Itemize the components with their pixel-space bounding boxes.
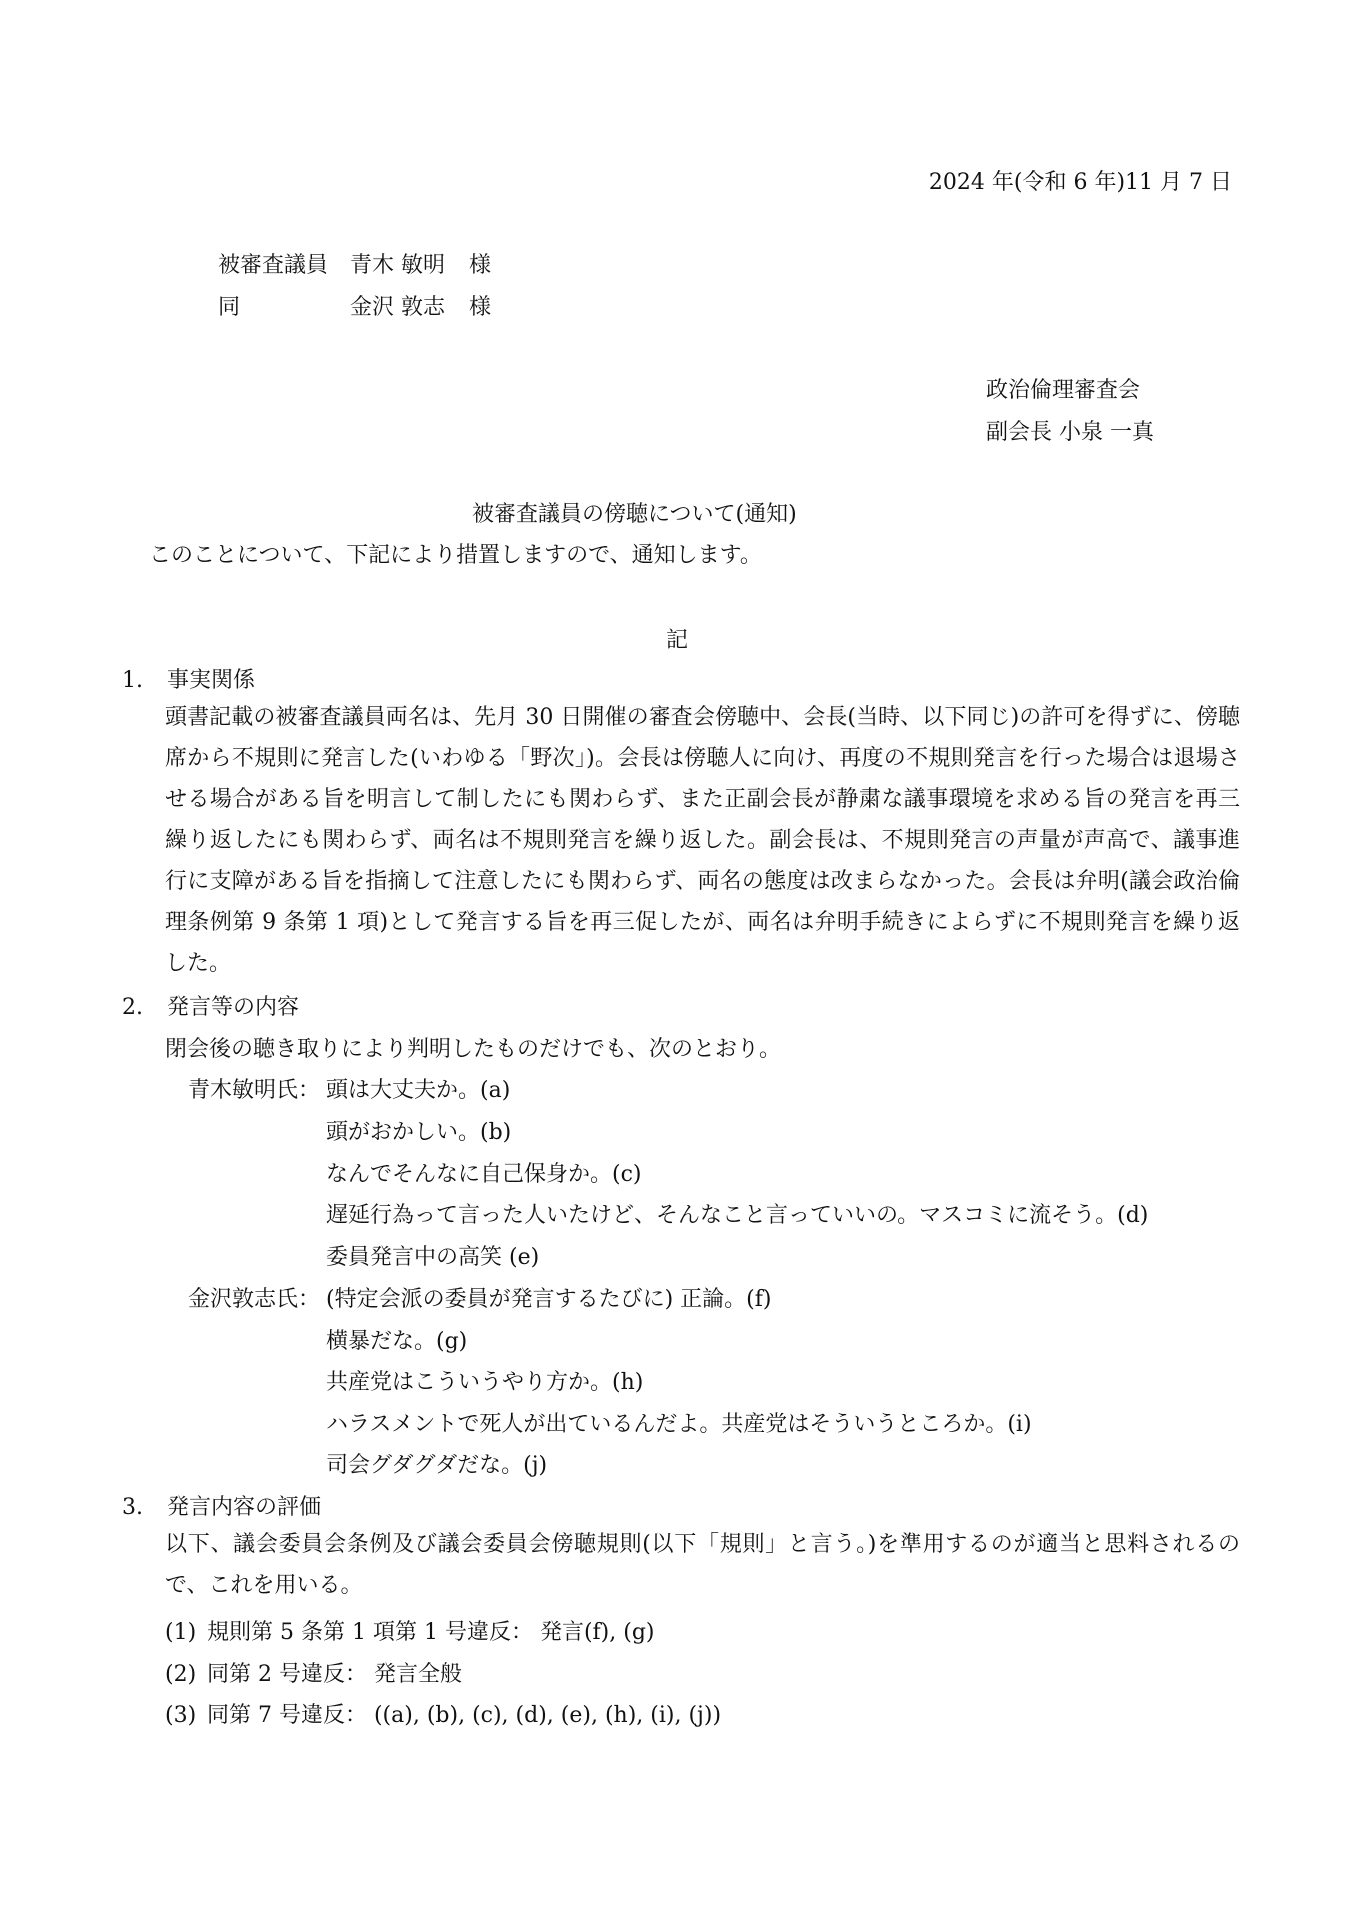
evaluation-2-text: 同第 2 号違反： 発言全般 (207, 1662, 462, 1687)
section-2-body: 閉会後の聴き取りにより判明したものだけでも、次のとおり。 (165, 1037, 782, 1062)
addressee-name-2: 金沢 敦志 (350, 295, 445, 320)
evaluation-3 (165, 1701, 721, 1731)
section-2-title: 発言等の内容 (167, 995, 300, 1020)
remark-f: (特定会派の委員が発言するたびに) 正論。(f) (326, 1287, 772, 1312)
remark-h: 共産党はこういうやり方か。(h) (326, 1370, 644, 1395)
remark-e: 委員発言中の高笑 (e) (326, 1245, 540, 1270)
remark-a: 頭は大丈夫か。(a) (326, 1078, 511, 1103)
remark-c: なんでそんなに自己保身か。(c) (326, 1162, 642, 1187)
section-3-number: 3. (122, 1495, 143, 1520)
addressee-role-1: 被審査議員 (218, 253, 329, 278)
section-2-number: 2. (122, 995, 143, 1020)
section-1-title: 事実関係 (167, 668, 256, 693)
ki-marker: 記 (666, 628, 689, 653)
section-3-heading (122, 1493, 321, 1523)
remark-b: 頭がおかしい。(b) (326, 1120, 512, 1145)
speaker-label-aoki: 青木敏明氏： (188, 1078, 321, 1103)
evaluation-3-text: 同第 7 号違反： ((a), (b), (c), (d), (e), (h), (i), (j)) (207, 1703, 722, 1728)
remark-i: ハラスメントで死人が出ているんだよ。共産党はそういうところか。(i) (326, 1412, 1032, 1437)
intro-text: このことについて、下記により措置しますので、通知します。 (149, 543, 762, 568)
evaluation-1 (165, 1618, 655, 1648)
addressee-name-1: 青木 敏明 (350, 253, 445, 278)
section-1-number: 1. (122, 668, 143, 693)
speaker-label-kanazawa: 金沢敦志氏： (188, 1287, 321, 1312)
sender-org: 政治倫理審査会 (986, 378, 1141, 403)
evaluation-1-text: 規則第 5 条第 1 項第 1 号違反： 発言(f), (g) (207, 1620, 655, 1645)
sender-person: 副会長 小泉 一真 (986, 420, 1154, 445)
evaluation-2 (165, 1660, 462, 1690)
remark-g: 横暴だな。(g) (326, 1329, 468, 1354)
addressee-honorific-2: 様 (469, 295, 492, 320)
evaluation-1-number: (1) (165, 1620, 197, 1645)
remark-j: 司会グダグダだな。(j) (326, 1453, 548, 1478)
section-2-heading (122, 993, 299, 1023)
evaluation-2-number: (2) (165, 1662, 197, 1687)
document-title: 被審査議員の傍聴について(通知) (472, 502, 797, 527)
addressee-role-2: 同 (218, 295, 241, 320)
section-3-body: 以下、議会委員会条例及び議会委員会傍聴規則(以下「規則」と言う。)を準用するのが適当と思料されるので、これを用いる。 (165, 1532, 1240, 1598)
section-3-title: 発言内容の評価 (167, 1495, 322, 1520)
section-1-heading (122, 666, 255, 696)
section-1-body: 頭書記載の被審査議員両名は、先月 30 日開催の審査会傍聴中、会長(当時、以下同じ)の許可を得ずに、傍聴席から不規則に発言した(いわゆる「野次」)。会長は傍聴人に向け、再度の不規則発言を行った場合は退場させる場合がある旨を明言して制したにも関わらず、また正副会長が静粛な議事環境を求める旨の発言を再三繰り返したにも関わらず、両名は不規則発言を繰り返した。副会長は、不規則発言の声量が声高で、議事進行に支障がある旨を指摘して注意したにも関わらず、両名の態度は改まらなかった。会長は弁明(議会政治倫理条例第 9 条第 1 項)として発言する旨を再三促したが、両名は弁明手続きによらずに不規則発言を繰り返した。 (165, 705, 1240, 976)
document-date: 2024 年(令和 6 年)11 月 7 日 (928, 170, 1232, 195)
remark-d: 遅延行為って言った人いたけど、そんなこと言っていいの。マスコミに流そう。(d) (326, 1203, 1149, 1228)
addressee-honorific-1: 様 (469, 253, 492, 278)
evaluation-3-number: (3) (165, 1703, 197, 1728)
